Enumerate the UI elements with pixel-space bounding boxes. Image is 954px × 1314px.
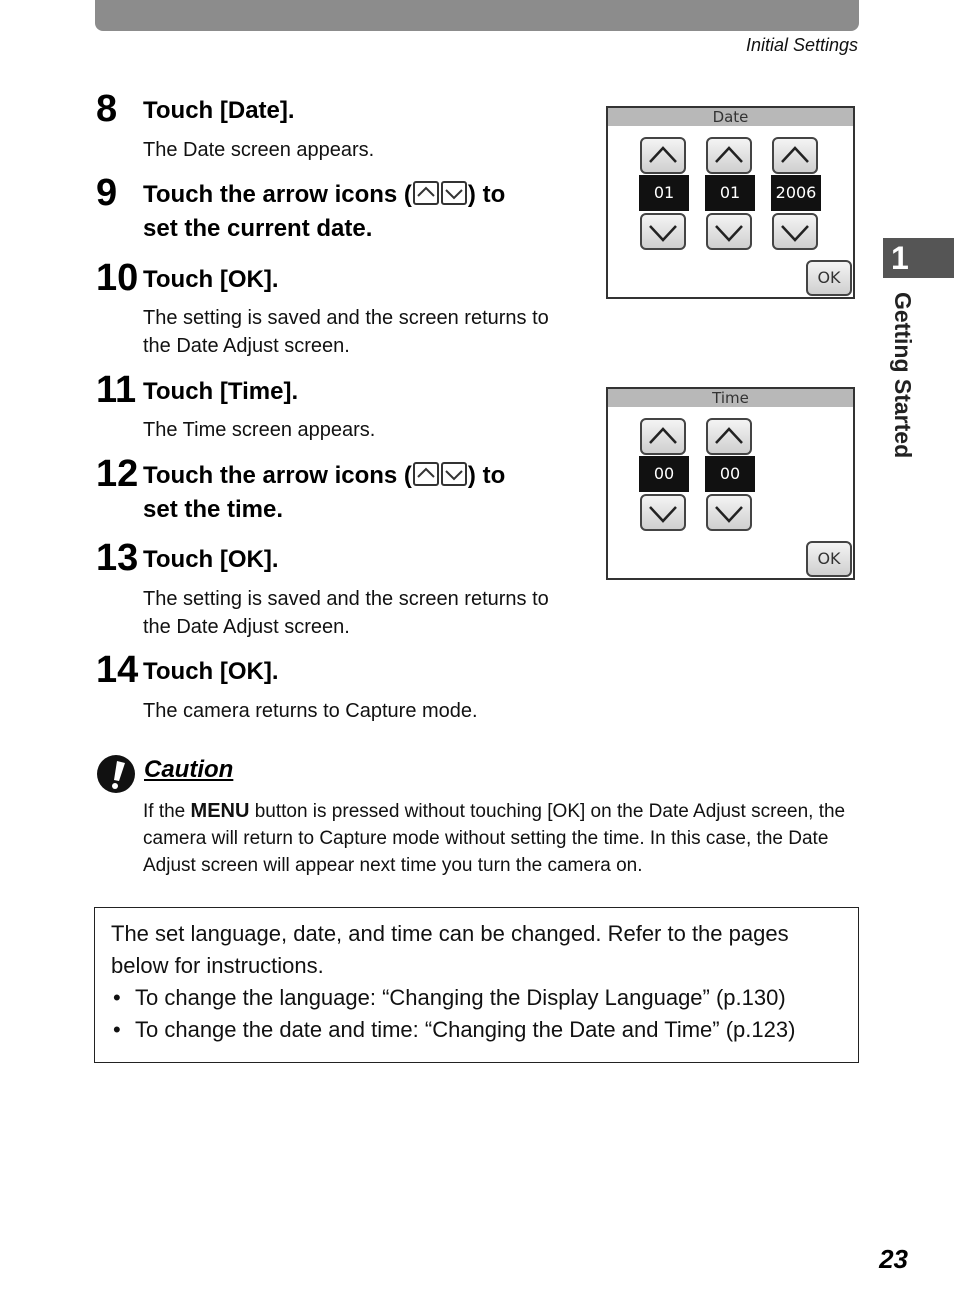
step-10-body-line2: the Date Adjust screen. [143, 335, 350, 357]
step-14-title: Touch [OK]. [143, 658, 279, 685]
time-minute-up-button[interactable] [706, 418, 752, 455]
date-year-down-button[interactable] [772, 213, 818, 250]
date-screen [606, 106, 855, 299]
step-11-title: Touch [Time]. [143, 378, 299, 405]
date-year-value: 2006 [771, 175, 821, 211]
info-box [94, 907, 859, 1063]
date-screen-title: Date [608, 108, 853, 126]
down-arrow-icon [441, 181, 467, 205]
step-number-11: 11 [96, 369, 137, 411]
step-8-title: Touch [Date]. [143, 97, 295, 124]
step-11-body: The Time screen appears. [143, 419, 376, 441]
step-13-body-line1: The setting is saved and the screen returns to [143, 588, 549, 610]
time-ok-button[interactable]: OK [806, 541, 852, 577]
date-month-down-button[interactable] [640, 213, 686, 250]
step-14-body: The camera returns to Capture mode. [143, 700, 478, 722]
step-12-title [143, 459, 505, 493]
step-10-body-line1: The setting is saved and the screen returns to [143, 307, 549, 329]
top-header-bar [95, 0, 859, 31]
step-number-13: 13 [96, 537, 139, 579]
date-day-value: 01 [705, 175, 755, 211]
caution-icon [97, 755, 135, 793]
time-minute-down-button[interactable] [706, 494, 752, 531]
step-9-title-line2: set the current date. [143, 215, 373, 242]
date-month-up-button[interactable] [640, 137, 686, 174]
step-13-body-line2: the Date Adjust screen. [143, 616, 350, 638]
caution-text-after: button is pressed without touching [OK] on the Date Adjust screen, the camera will return to Capture mode without setting the time. In this case, the Date Adjust screen will appear next time you turn the camera on. [143, 801, 846, 876]
step-number-10: 10 [96, 257, 139, 299]
info-list-item-date-time: • To change the date and time: “Changing the Date and Time” (p.123) [111, 1014, 842, 1046]
info-intro: The set language, date, and time can be changed. Refer to the pages below for instructions. [111, 921, 789, 978]
chapter-label: Getting Started [890, 292, 916, 459]
caution-title: Caution [144, 756, 234, 783]
up-arrow-icon [413, 181, 439, 205]
step-number-9: 9 [96, 172, 118, 214]
step-12-title-line2: set the time. [143, 496, 284, 523]
menu-button-label: MENU [190, 800, 250, 822]
section-title: Initial Settings [745, 35, 858, 55]
step-8-body: The Date screen appears. [143, 139, 375, 161]
page-number: 23 [879, 1244, 908, 1274]
step-number-12: 12 [96, 453, 139, 495]
step-9-title-suffix: ) to [467, 181, 506, 208]
up-arrow-icon [413, 462, 439, 486]
step-number-8: 8 [96, 88, 118, 130]
time-screen-title: Time [608, 389, 853, 407]
step-10-title: Touch [OK]. [143, 266, 279, 293]
info-list-item-language: • To change the language: “Changing the Display Language” (p.130) [111, 982, 842, 1014]
step-13-title: Touch [OK]. [143, 546, 279, 573]
time-hour-value: 00 [639, 456, 689, 492]
info-list [111, 982, 842, 1046]
date-day-up-button[interactable] [706, 137, 752, 174]
date-month-value: 01 [639, 175, 689, 211]
date-ok-button[interactable]: OK [806, 260, 852, 296]
time-minute-value: 00 [705, 456, 755, 492]
step-9-title-prefix: Touch the arrow icons ( [143, 181, 412, 208]
date-day-down-button[interactable] [706, 213, 752, 250]
time-hour-up-button[interactable] [640, 418, 686, 455]
chapter-number: 1 [891, 240, 909, 276]
time-hour-down-button[interactable] [640, 494, 686, 531]
step-12-title-suffix: ) to [467, 462, 506, 489]
caution-text-before: If the [143, 801, 191, 822]
step-9-title [143, 178, 505, 212]
time-screen [606, 387, 855, 580]
down-arrow-icon [441, 462, 467, 486]
caution-text [143, 798, 859, 879]
step-12-title-prefix: Touch the arrow icons ( [143, 462, 412, 489]
date-year-up-button[interactable] [772, 137, 818, 174]
step-number-14: 14 [96, 649, 139, 691]
